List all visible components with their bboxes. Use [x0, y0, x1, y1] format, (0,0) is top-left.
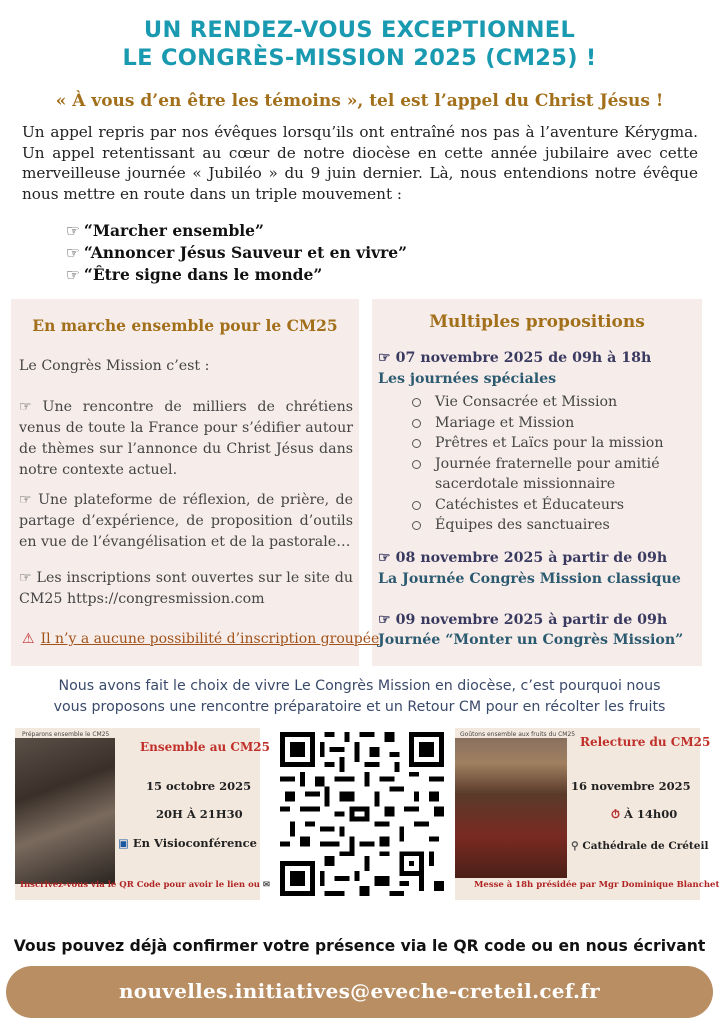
card-small-header: Goûtons ensemble aux fruits du CM25 — [460, 731, 576, 738]
pointing-hand-icon: ☞ — [19, 492, 39, 508]
pointing-hand-icon: ☞ — [378, 350, 396, 366]
card-date: 16 novembre 2025 — [571, 779, 691, 793]
pointing-hand-icon: ☞ — [66, 222, 80, 240]
warning-notice: ⚠ Il n’y a aucune possibilité d’inscription groupée — [22, 631, 380, 647]
list-item: Prêtres et Laïcs pour la mission — [410, 433, 700, 454]
confirm-text: Vous pouvez déjà confirmer votre présence via le QR code ou en nous écrivant — [13, 937, 706, 955]
left-panel-point-1: ☞ Une rencontre de milliers de chrétiens venus de toute la France pour s’édifier autour de thèmes sur l’annonce du Christ Jésus dans notre contexte actuel. — [19, 399, 353, 478]
date-2: ☞ 08 novembre 2025 à partir de 09h — [378, 550, 668, 566]
map-pin-icon: ⚲ — [571, 840, 583, 852]
list-item: Catéchistes et Éducateurs — [410, 495, 700, 516]
list-item: Journée fraternelle pour amitié sacerdotale missionnaire — [410, 454, 700, 495]
card-footer: Inscrivez-vous via le QR Code pour avoir le lien ou ✉ — [20, 880, 271, 890]
date-3: ☞ 09 novembre 2025 à partir de 09h — [378, 612, 668, 628]
card-time: 20H À 21H30 — [156, 807, 243, 821]
contact-email-link[interactable]: nouvelles.initiatives@eveche-creteil.cef.fr — [118, 979, 601, 1003]
pointing-hand-icon: ☞ — [66, 244, 80, 262]
movement-item: ☞ “Être signe dans le monde” — [66, 265, 323, 284]
pointing-hand-icon: ☞ — [19, 570, 37, 586]
card-footer: Messe à 18h présidée par Mgr Dominique Blanchet — [474, 880, 719, 890]
pointing-hand-icon: ☞ — [19, 399, 43, 415]
subtitle: « À vous d’en être les témoins », tel est l’appel du Christ Jésus ! — [55, 91, 664, 111]
movement-item: ☞ “Marcher ensemble” — [66, 221, 264, 240]
title-line-1: UN RENDEZ-VOUS EXCEPTIONNEL — [143, 17, 576, 43]
card-title: Ensemble au CM25 — [140, 740, 270, 754]
movement-list — [66, 220, 407, 286]
list-item: Vie Consacrée et Mission — [410, 392, 700, 413]
date-3-title: Journée “Monter un Congrès Mission” — [378, 632, 684, 648]
date-1: ☞ 07 novembre 2025 de 09h à 18h — [378, 350, 652, 366]
intro-paragraph: Un appel repris par nos évêques lorsqu’ils ont entraîné nos pas à l’aventure Kérygma. Un appel retentissant au cœur de notre diocèse en cette année jubilaire avec cette merveilleuse journée « Jubiléo » du 9 juin dernier. Là, nous entendions notre évêque nous mettre en route dans un triple mouvement : — [22, 123, 698, 203]
card-small-header: Préparons ensemble le CM25 — [22, 731, 110, 738]
mail-icon: ✉ — [262, 880, 271, 890]
qr-code[interactable] — [270, 728, 450, 900]
card-title: Relecture du CM25 — [580, 735, 711, 749]
left-panel — [11, 299, 359, 666]
group-photo — [15, 738, 115, 884]
title-line-2: LE CONGRÈS-MISSION 2025 (CM25) ! — [122, 45, 597, 71]
right-panel-heading: Multiples propositions — [429, 312, 645, 332]
left-panel-heading: En marche ensemble pour le CM25 — [32, 316, 338, 335]
pointing-hand-icon: ☞ — [378, 550, 396, 566]
list-item: Mariage et Mission — [410, 413, 700, 434]
left-panel-intro: Le Congrès Mission c’est : — [19, 358, 210, 374]
list-item: Équipes des sanctuaires — [410, 515, 700, 536]
choice-text: Nous avons fait le choix de vivre Le Congrès Mission en diocèse, c’est pourquoi nous vous proposons une rencontre préparatoire et un Retour CM pour en récolter les fruits — [53, 678, 666, 715]
movement-item: ☞ “Annoncer Jésus Sauveur et en vivre” — [66, 243, 408, 262]
card-location: ▣ En Visioconférence — [118, 836, 257, 850]
date-1-title: Les journées spéciales — [378, 371, 557, 387]
video-call-icon: ▣ — [118, 836, 133, 850]
clock-icon: ⏱ — [611, 807, 624, 821]
warning-triangle-icon: ⚠ — [22, 631, 35, 647]
left-panel-point-2: ☞ Une plateforme de réflexion, de prière, de partage d’expérience, de proposition d’outils en vue de l’évangélisation et de la pastorale… — [19, 492, 353, 550]
special-days-list — [410, 392, 700, 536]
date-2-title: La Journée Congrès Mission classique — [378, 571, 681, 587]
card-time: ⏱ À 14h00 — [611, 807, 678, 821]
card-date: 15 octobre 2025 — [146, 779, 252, 793]
left-panel-point-3: ☞ Les inscriptions sont ouvertes sur le site du CM25 https://congresmission.com — [19, 570, 353, 607]
card-location: ⚲ Cathédrale de Créteil — [571, 840, 709, 852]
pointing-hand-icon: ☞ — [66, 266, 80, 284]
cathedral-photo — [455, 738, 567, 878]
pointing-hand-icon: ☞ — [378, 612, 396, 628]
qr-code-image[interactable] — [280, 732, 444, 896]
